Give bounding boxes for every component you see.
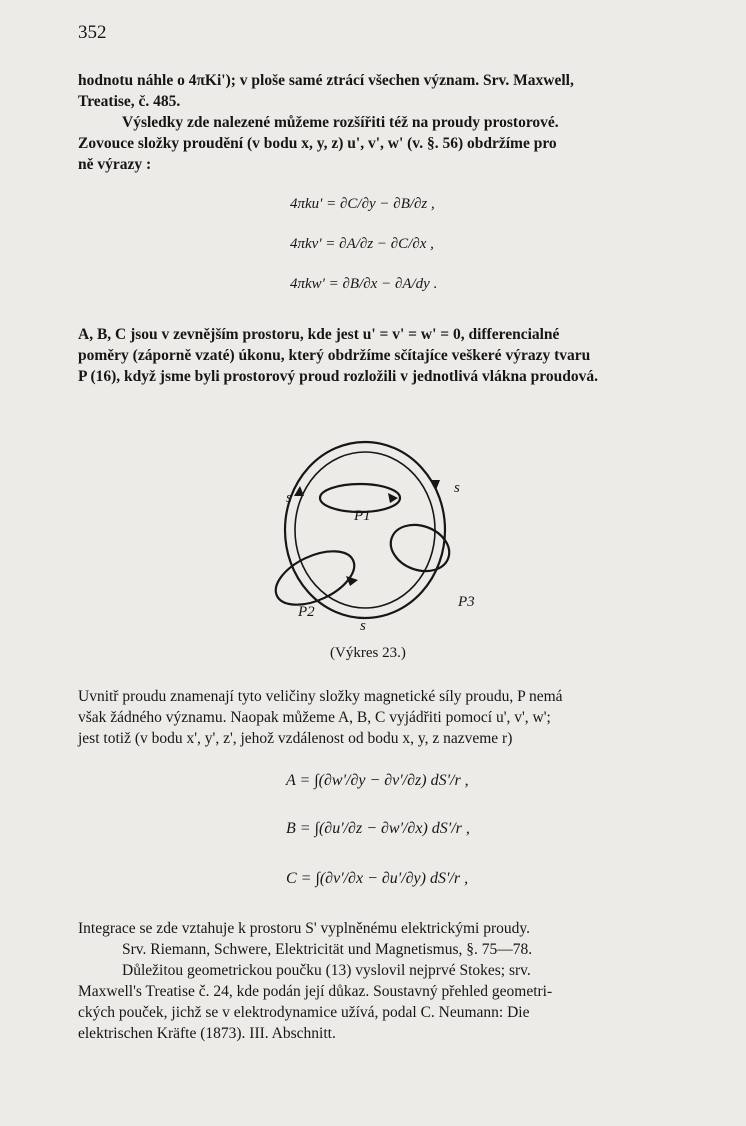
page-number: 352 [78,22,107,43]
text-line: hodnotu náhle o 4πKi'); v ploše samé ztrácí všechen význam. Srv. Maxwell, [78,72,574,89]
text-line: ckých pouček, jichž se v elektrodynamice užívá, podal C. Neumann: Die [78,1004,530,1021]
text-line: Treatise, č. 485. [78,93,181,110]
text-line: poměry (záporně vzaté) úkonu, který obdržíme sčítajíce veškeré výrazy tvaru [78,347,591,364]
current-loop-figure [240,430,500,640]
label-s-bottom: s [360,618,366,634]
equation: 4πku' = ∂C/∂y − ∂B/∂z , [290,196,435,212]
inner-loop [295,452,435,608]
text-line: P (16), když jsme byli prostorový proud rozložili v jednotlivá vlákna proudová. [78,368,599,385]
paragraph-magnetic-force [78,686,682,749]
paragraph-intro [78,70,682,175]
integral-equation: C = ∫(∂v'/∂x − ∂u'/∂y) dS'/r , [286,870,469,887]
arrow-icon [388,493,398,503]
text-line: však žádného významu. Naopak můžeme A, B, C vyjádřiti pomocí u', v', w'; [78,709,551,726]
text-line: Důležitou geometrickou poučku (13) vyslovil nejprvé Stokes; srv. [122,962,531,979]
text-line: ně výrazy : [78,156,152,173]
text-line: Výsledky zde nalezené můžeme rozšířiti též na proudy prostorové. [122,114,559,131]
outer-loop [285,442,445,618]
text-line: Zovouce složky proudění (v bodu x, y, z) u', v', w' (v. §. 56) obdržíme pro [78,135,557,152]
text-line: Srv. Riemann, Schwere, Elektricität und Magnetismus, §. 75—78. [122,941,533,958]
text-line: Maxwell's Treatise č. 24, kde podán její důkaz. Soustavný přehled geometri- [78,983,553,1000]
integral-equation: B = ∫(∂u'/∂z − ∂w'/∂x) dS'/r , [286,820,470,837]
figure-caption: (Výkres 23.) [330,645,406,661]
label-p3: P3 [458,594,475,610]
equation: 4πkv' = ∂A/∂z − ∂C/∂x , [290,236,434,252]
text-line: jest totiž (v bodu x', y', z', jehož vzdálenost od bodu x, y, z nazveme r) [78,730,513,747]
paragraph-potentials [78,324,682,387]
label-s-right: s [454,480,460,496]
paragraph-references [78,918,682,1044]
label-s-left: s [286,490,292,506]
text-line: Uvnitř proudu znamenají tyto veličiny složky magnetické síly proudu, P nemá [78,688,563,705]
integral-equation: A = ∫(∂w'/∂y − ∂v'/∂z) dS'/r , [286,772,469,789]
text-line: elektrischen Kräfte (1873). III. Abschnitt. [78,1025,336,1042]
label-p1: P1 [354,508,371,524]
text-line: Integrace se zde vztahuje k prostoru S' vyplněnému elektrickými proudy. [78,920,531,937]
equation: 4πkw' = ∂B/∂x − ∂A/dy . [290,276,438,292]
label-p2: P2 [298,604,315,620]
text-line: A, B, C jsou v zevnějším prostoru, kde jest u' = v' = w' = 0, differencialné [78,326,560,343]
